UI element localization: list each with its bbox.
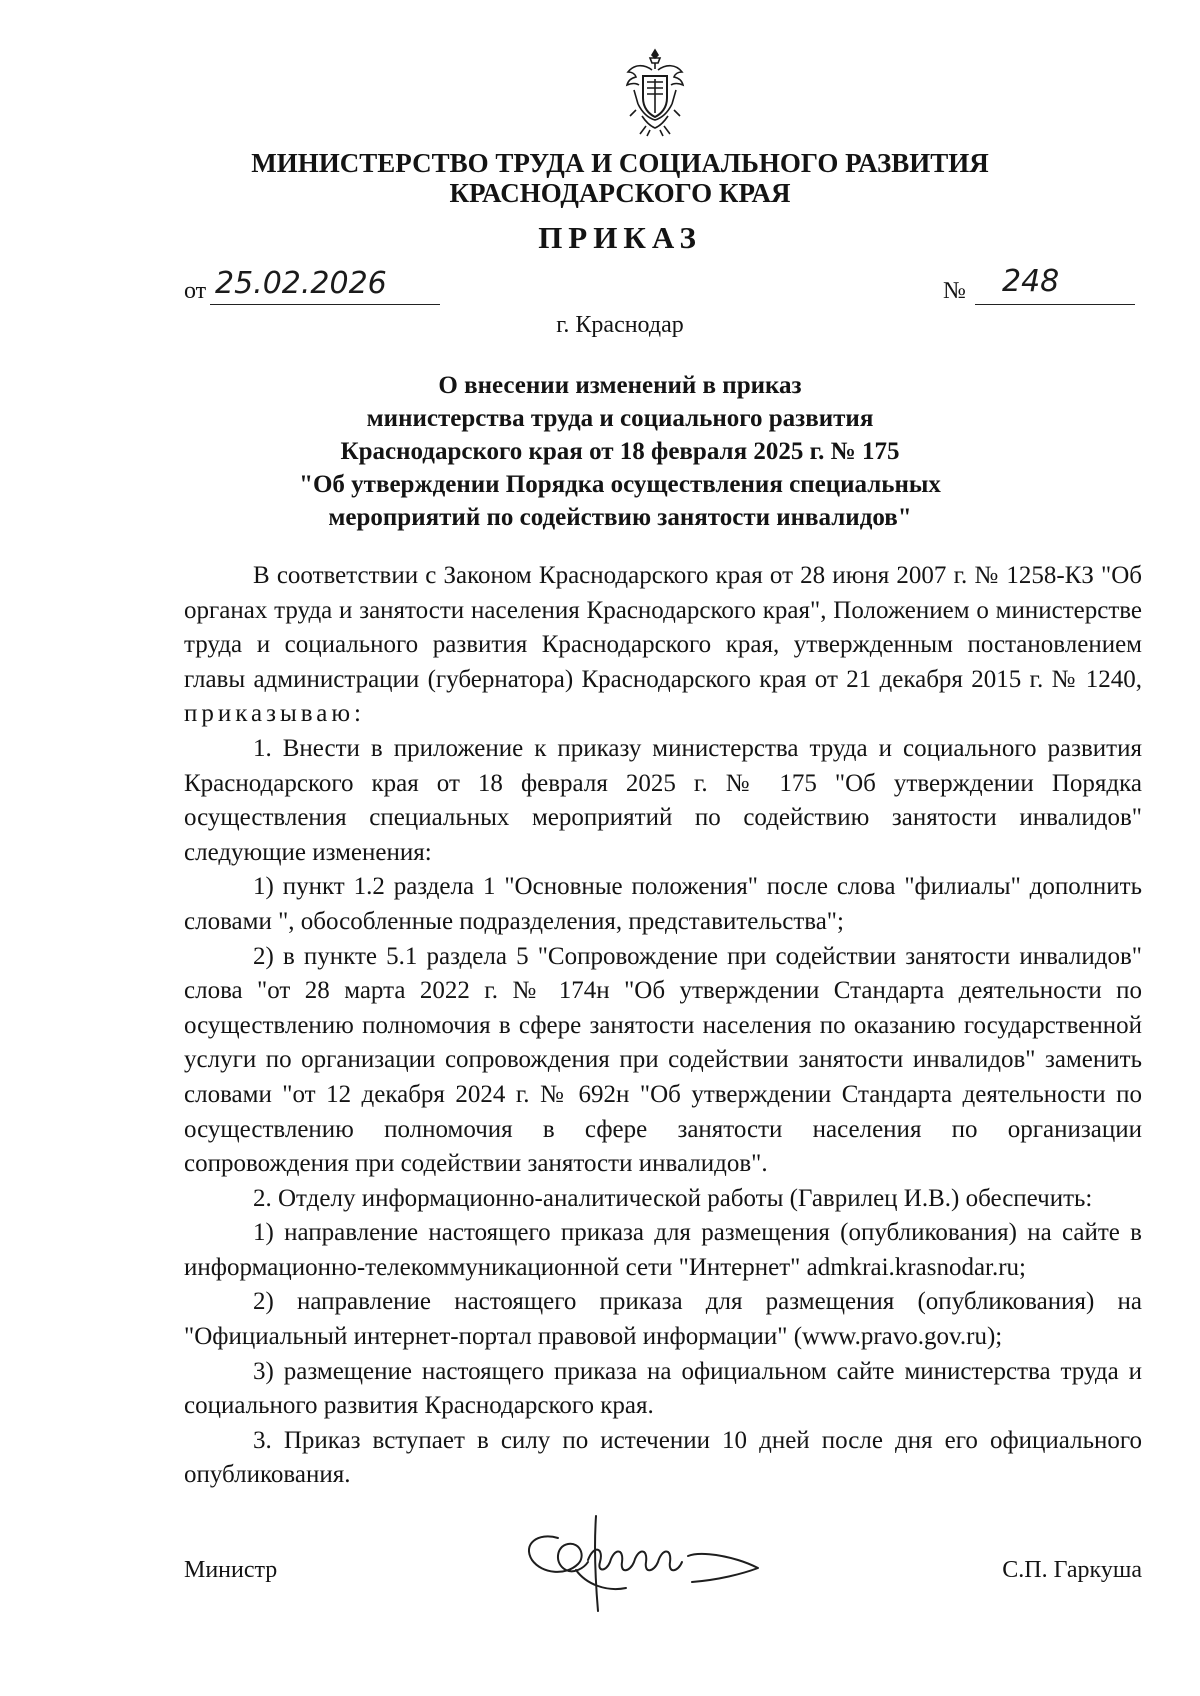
preamble-text: В соответствии с Законом Краснодарского края от 28 июня 2007 г. № 1258-КЗ "Об органах труда и занятости населения Краснодарского края", Положением о министерстве труда и социального развития Краснодарского края, утвержденным постановлением главы администрации (губернатора) Краснодарского края от 21 декабря 2015 г. № 1240,	[184, 562, 1142, 693]
subject-line: О внесении изменений в приказ	[438, 372, 802, 399]
body-paragraph: 2) направление настоящего приказа для размещения (опубликования) на "Официальный интернет-портал правовой информации" (www.pravo.gov.ru);	[184, 1288, 1142, 1351]
body-paragraph: 1) пункт 1.2 раздела 1 "Основные положения" после слова "филиалы" дополнить словами ", обособленные подразделения, представительства";	[184, 873, 1142, 935]
order-subject-title	[250, 369, 990, 534]
subject-line: Краснодарского края от 18 февраля 2025 г. № 175	[340, 438, 900, 465]
subject-line: министерства труда и социального развития	[366, 405, 874, 432]
preamble-paragraph	[184, 559, 1142, 732]
body-paragraph: 2) в пункте 5.1 раздела 5 "Сопровождение при содействии занятости инвалидов" слова "от 28 марта 2022 г. № 174н "Об утверждении Стандарта деятельности по осуществлению полномочия в сфере занятости населения по оказанию государственной услуги по организации сопровождения при содействии занятости инвалидов" заменить словами "от 12 декабря 2024 г. № 692н "Об утверждении Стандарта деятельности по осуществлению полномочия в сфере занятости населения по организации сопровождения при содействии занятости инвалидов".	[184, 942, 1142, 1178]
ministry-name-line-2: КРАСНОДАРСКОГО КРАЯ	[449, 178, 791, 208]
subject-line: мероприятий по содействию занятости инвалидов"	[328, 504, 912, 531]
number-underline	[975, 304, 1135, 305]
signatory-title: Министр	[184, 1557, 278, 1583]
body-paragraph: 3. Приказ вступает в силу по истечении 10 дней после дня его официального опубликования.	[184, 1426, 1142, 1489]
number-value-handwritten: 248	[1002, 264, 1060, 299]
body-paragraph: 1) направление настоящего приказа для размещения (опубликования) на сайте в информационно-телекоммуникационной сети "Интернет" admkrai.krasnodar.ru;	[184, 1219, 1142, 1281]
city-name: г. Краснодар	[556, 312, 684, 338]
body-paragraph: 2. Отделу информационно-аналитической работы (Гаврилец И.В.) обеспечить:	[253, 1184, 1093, 1212]
subject-line: "Об утверждении Порядка осуществления специальных	[299, 471, 941, 498]
date-value-handwritten: 25.02.2026	[215, 266, 387, 301]
order-body	[184, 559, 1142, 1493]
body-paragraph: 3) размещение настоящего приказа на официальном сайте министерства труда и социального развития Краснодарского края.	[184, 1357, 1142, 1420]
coat-of-arms-icon	[624, 46, 686, 138]
ministry-name-line-1: МИНИСТЕРСТВО ТРУДА И СОЦИАЛЬНОГО РАЗВИТИЯ	[251, 148, 989, 178]
handwritten-signature	[518, 1508, 778, 1618]
date-underline	[210, 304, 440, 305]
number-label: №	[943, 278, 966, 304]
signatory-name: С.П. Гаркуша	[1002, 1557, 1142, 1583]
document-type-title: ПРИКАЗ	[538, 220, 702, 255]
body-paragraph: 1. Внести в приложение к приказу министерства труда и социального развития Краснодарского края от 18 февраля 2025 г. № 175 "Об утверждении Порядка осуществления специальных мероприятий по содействию занятости инвалидов" следующие изменения:	[184, 734, 1142, 866]
date-label: от	[184, 278, 207, 304]
order-word: приказываю:	[184, 700, 365, 728]
